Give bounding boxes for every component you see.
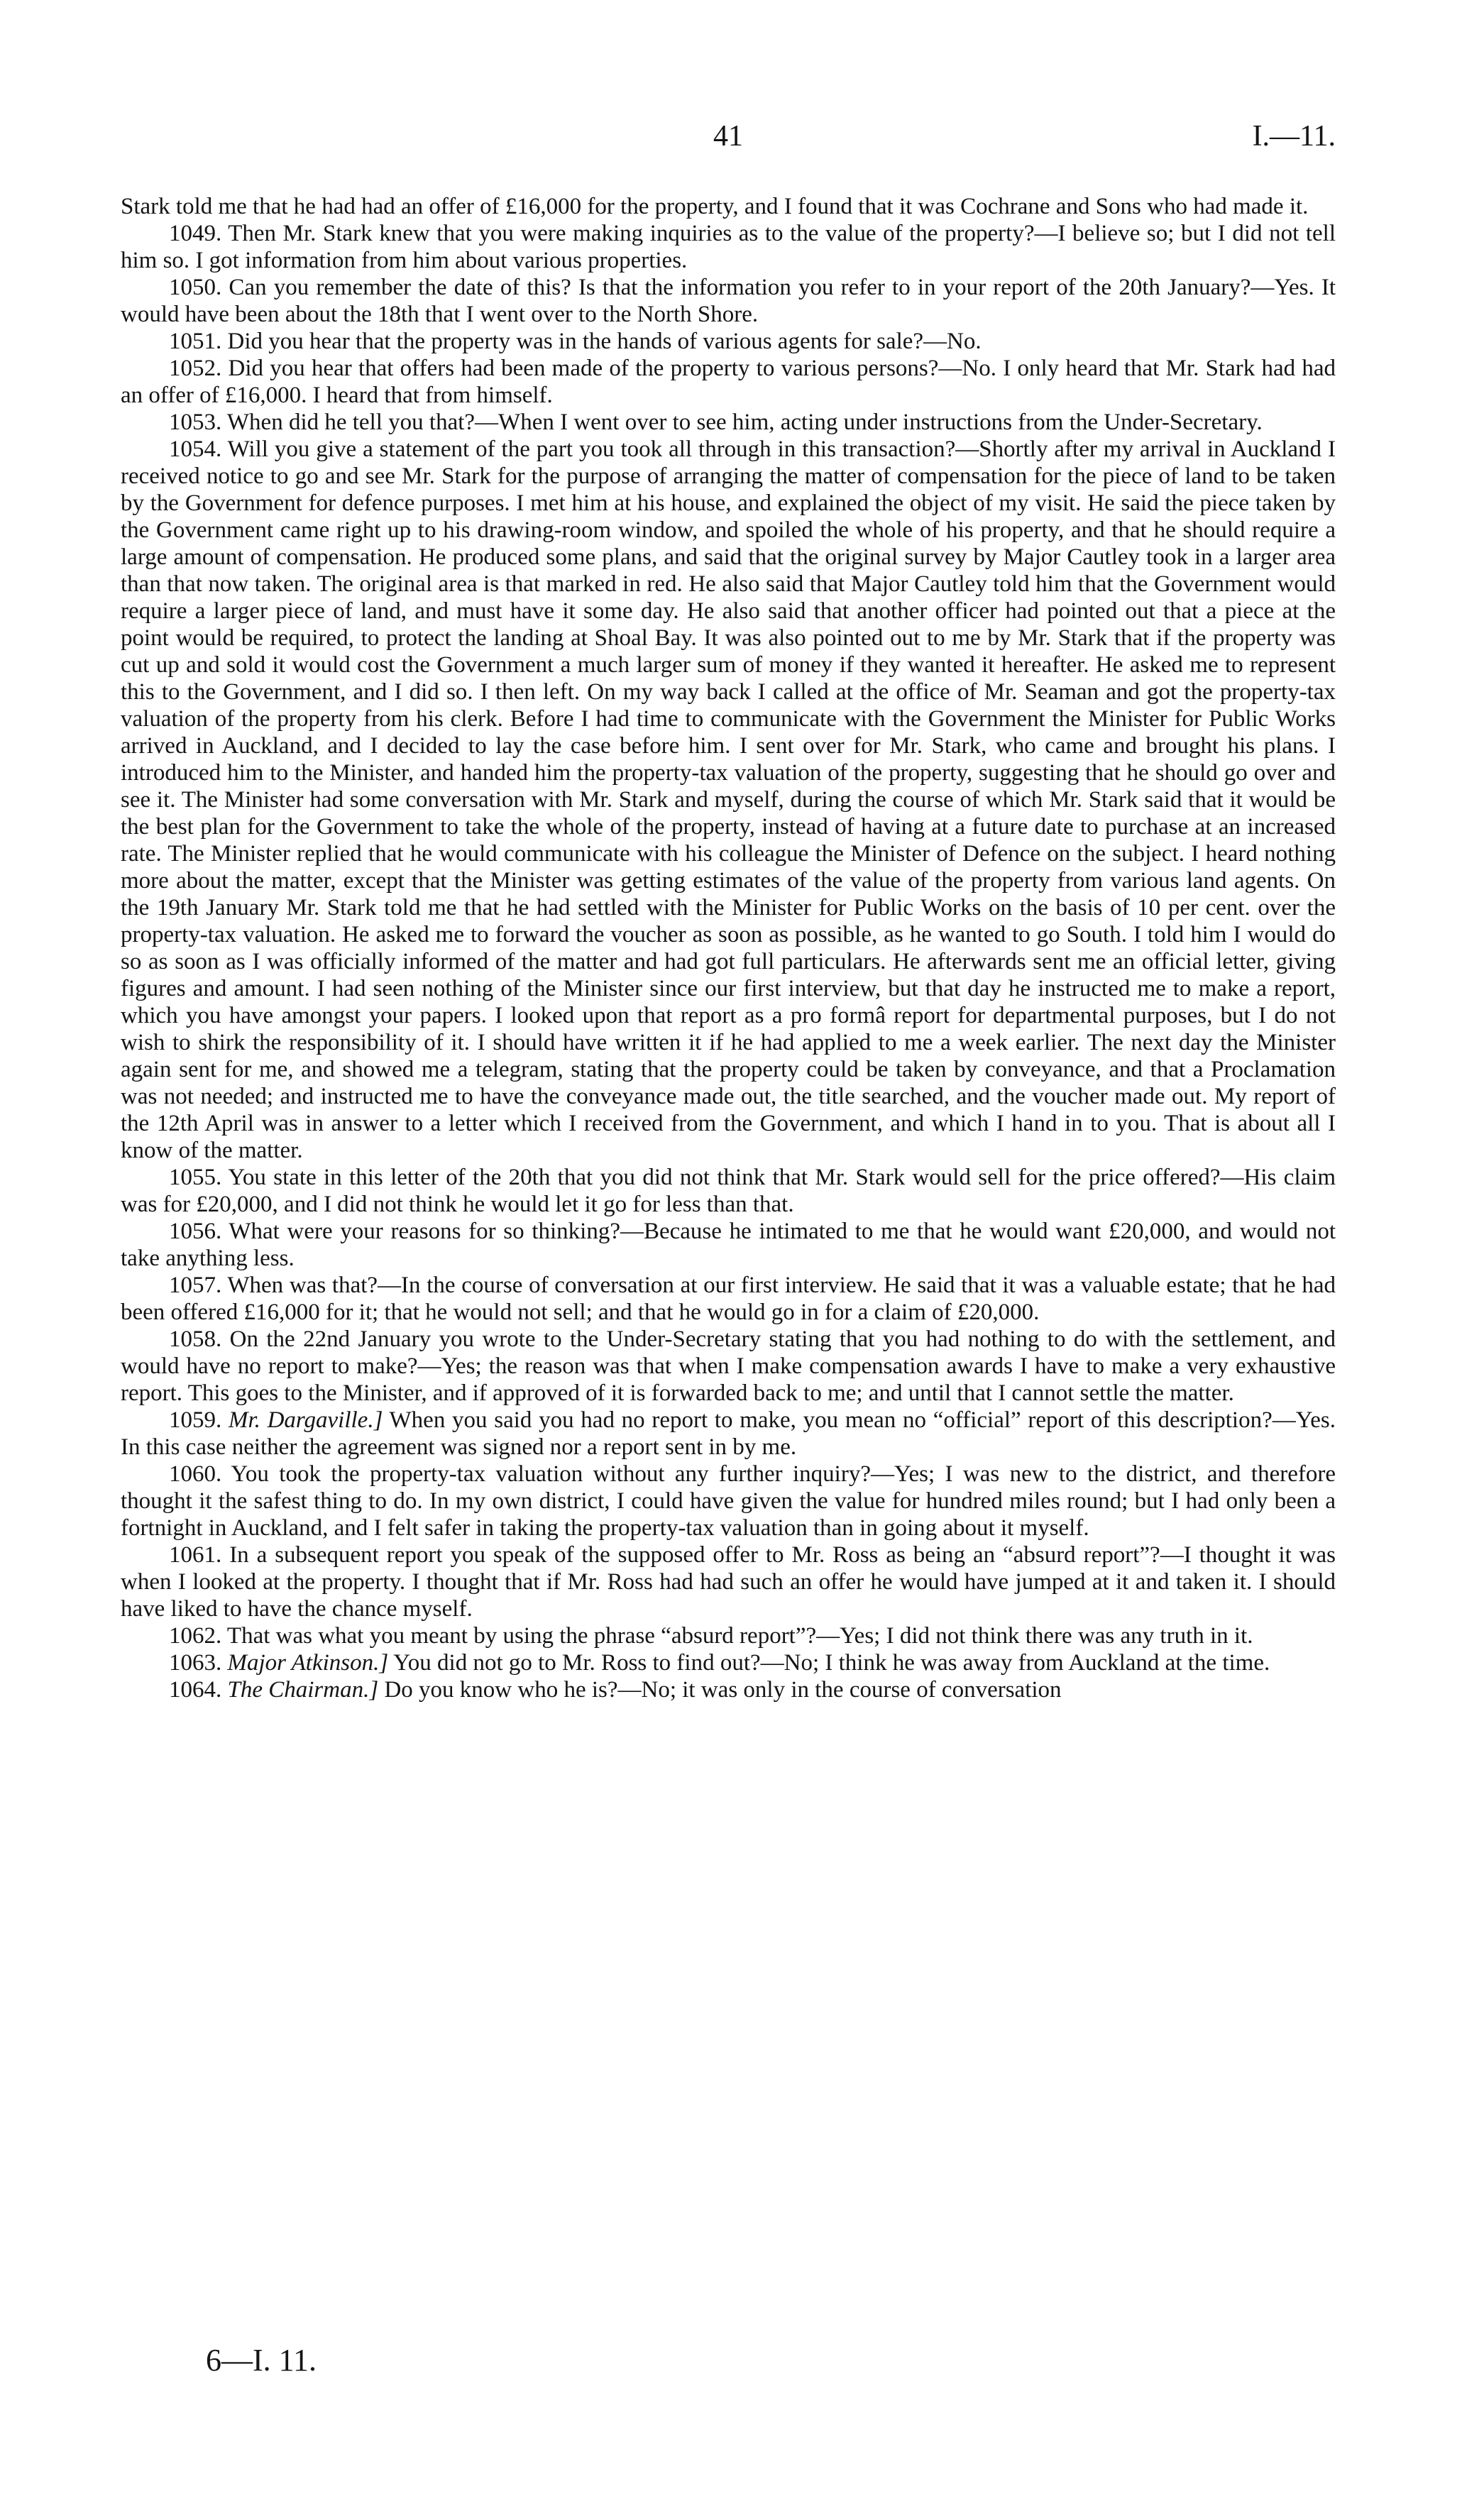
question-number: 1056. (169, 1219, 222, 1244)
question-text: On the 22nd January you wrote to the Under-Secretary stating that you had nothing to do with the settlement, and would have no report to make?—Yes; the reason was that when I make compensation awards I have to make a very exhaustive report. This goes to the Minister, and if approved of it is forwarded back to me; and until that I cannot settle the matter. (121, 1326, 1336, 1406)
page-number: 41 (713, 120, 743, 153)
question-paragraph (121, 1622, 1336, 1649)
question-text: Will you give a statement of the part you took all through in this transaction?—Shortly after my arrival in Auckland I received notice to go and see Mr. Stark for the purpose of arranging the matter of compensation for the piece of land to be taken by the Government for defence purposes. I met him at his house, and explained the object of my visit. He said the piece taken by the Government came right up to his drawing-room window, and spoiled the whole of his property, and that he should require a large amount of compensation. He produced some plans, and said that the original survey by Major Cautley took in a larger area than that now taken. The original area is that marked in red. He also said that Major Cautley told him that the Government would require a larger piece of land, and must have it some day. He also said that another officer had pointed out that a piece at the point would be required, to protect the landing at Shoal Bay. It was also pointed out to me by Mr. Stark that if the property was cut up and sold it would cost the Government a much larger sum of money if they wanted it hereafter. He asked me to represent this to the Government, and I did so. I then left. On my way back I called at the office of Mr. Seaman and got the property-tax valuation of the property from his clerk. Before I had time to communicate with the Government the Minister for Public Works arrived in Auckland, and I decided to lay the case before him. I sent over for Mr. Stark, who came and brought his plans. I introduced him to the Minister, and handed him the property-tax valuation of the property, suggesting that he should go over and see it. The Minister had some conversation with Mr. Stark and myself, during the course of which Mr. Stark said that it would be the best plan for the Government to take the whole of the property, instead of having at a future date to purchase at an increased rate. The Minister replied that he would communicate with his colleague the Minister of Defence on the subject. I heard nothing more about the matter, except that the Minister was getting estimates of the value of the property from various land agents. On the 19th January Mr. Stark told me that he had settled with the Minister for Public Works on the basis of 10 per cent. over the property-tax valuation. He asked me to forward the voucher as soon as possible, as he wanted to go South. I told him I would do so as soon as I was officially informed of the matter and had got full particulars. He afterwards sent me an official letter, giving figures and amount. I had seen nothing of the Minister since our first interview, but that day he instructed me to make a report, which you have amongst your papers. I looked upon that report as a pro formâ report for departmental purposes, but I do not wish to shirk the responsibility of it. I should have written it if he had applied to me a week earlier. The next day the Minister again sent for me, and showed me a telegram, stating that the property could be taken by conveyance, and that a Proclamation was not needed; and instructed me to have the conveyance made out, the title searched, and the voucher made out. My report of the 12th April was in answer to a letter which I received from the Government, and which I hand in to you. That is about all I know of the matter. (121, 436, 1336, 1163)
question-number: 1052. (169, 356, 222, 381)
question-paragraph (121, 1272, 1336, 1326)
question-paragraph (121, 409, 1336, 436)
question-text: Did you hear that the property was in the hands of various agents for sale?—No. (227, 329, 982, 354)
signature-mark: 6—I. 11. (206, 2343, 317, 2378)
question-paragraph (121, 274, 1336, 328)
question-number: 1058. (169, 1326, 222, 1352)
question-text: When was that?—In the course of conversation at our first interview. He said that it was a valuable estate; that he had been offered £16,000 for it; that he would not sell; and that he would go in for a claim of £20,000. (121, 1273, 1336, 1325)
question-text: Do you know who he is?—No; it was only in the course of conversation (384, 1677, 1062, 1703)
question-paragraph (121, 1407, 1336, 1461)
question-number: 1053. (169, 410, 222, 435)
question-text: When did he tell you that?—When I went over to see him, acting under instructions from the Under-Secretary. (226, 410, 1263, 435)
question-text: What were your reasons for so thinking?—Because he intimated to me that he would want £20,000, and would not take anything less. (121, 1219, 1336, 1271)
speaker-label: The Chairman.] (227, 1677, 379, 1703)
question-number: 1063. (169, 1650, 222, 1676)
question-paragraph (121, 1218, 1336, 1272)
question-text: You took the property-tax valuation without any further inquiry?—Yes; I was new to the district, and therefore thought it the safest thing to do. In my own district, I could have given the value for hundred miles round; but I had only been a fortnight in Auckland, and I felt safer in taking the property-tax valuation than in going about it myself. (121, 1461, 1336, 1541)
question-text: That was what you meant by using the phrase “absurd report”?—Yes; I did not think there was any truth in it. (226, 1623, 1253, 1649)
question-paragraph (121, 1461, 1336, 1541)
opening-paragraph: Stark told me that he had had an offer of £16,000 for the property, and I found that it was Cochrane and Sons who had made it. (121, 194, 1309, 219)
question-paragraph (121, 1676, 1336, 1703)
question-number: 1055. (169, 1165, 222, 1190)
document-reference: I.—11. (1252, 120, 1336, 153)
document-body (121, 193, 1336, 1703)
question-number: 1062. (169, 1623, 222, 1649)
question-paragraph (121, 1164, 1336, 1218)
question-text: In a subsequent report you speak of the supposed offer to Mr. Ross as being an “absurd report”?—I thought it was when I looked at the property. I thought that if Mr. Ross had had such an offer he would have jumped at it and taken it. I should have liked to have the chance myself. (121, 1542, 1336, 1622)
question-text: When you said you had no report to make, you mean no “official” report of this description?—Yes. In this case neither the agreement was signed nor a report sent in by me. (121, 1407, 1336, 1460)
question-number: 1051. (169, 329, 222, 354)
speaker-label: Mr. Dargaville.] (228, 1407, 383, 1433)
question-paragraph (121, 220, 1336, 274)
question-number: 1061. (169, 1542, 222, 1568)
question-number: 1057. (169, 1273, 222, 1298)
question-number: 1059. (169, 1407, 222, 1433)
question-paragraph (121, 328, 1336, 355)
question-text: You state in this letter of the 20th that you did not think that Mr. Stark would sell for the price offered?—His claim was for £20,000, and I did not think he would let it go for less than that. (121, 1165, 1336, 1217)
page-header (121, 119, 1336, 169)
question-paragraph (121, 1326, 1336, 1407)
question-number: 1054. (169, 436, 222, 462)
question-paragraph (121, 436, 1336, 1164)
question-text: Then Mr. Stark knew that you were making inquiries as to the value of the property?—I believe so; but I did not tell him so. I got information from him about various properties. (121, 221, 1336, 273)
question-number: 1049. (169, 221, 222, 246)
question-paragraph (121, 1649, 1336, 1676)
question-text: Did you hear that offers had been made of the property to various persons?—No. I only heard that Mr. Stark had had an offer of £16,000. I heard that from himself. (121, 356, 1336, 408)
question-paragraph (121, 355, 1336, 409)
question-text: You did not go to Mr. Ross to find out?—No; I think he was away from Auckland at the time. (393, 1650, 1270, 1676)
question-number: 1060. (169, 1461, 222, 1487)
question-paragraph (121, 1541, 1336, 1622)
questions-list (121, 220, 1336, 1703)
question-number: 1064. (169, 1677, 222, 1703)
question-number: 1050. (169, 275, 222, 300)
question-text: Can you remember the date of this? Is that the information you refer to in your report of the 20th January?—Yes. It would have been about the 18th that I went over to the North Shore. (121, 275, 1336, 327)
speaker-label: Major Atkinson.] (227, 1650, 389, 1676)
